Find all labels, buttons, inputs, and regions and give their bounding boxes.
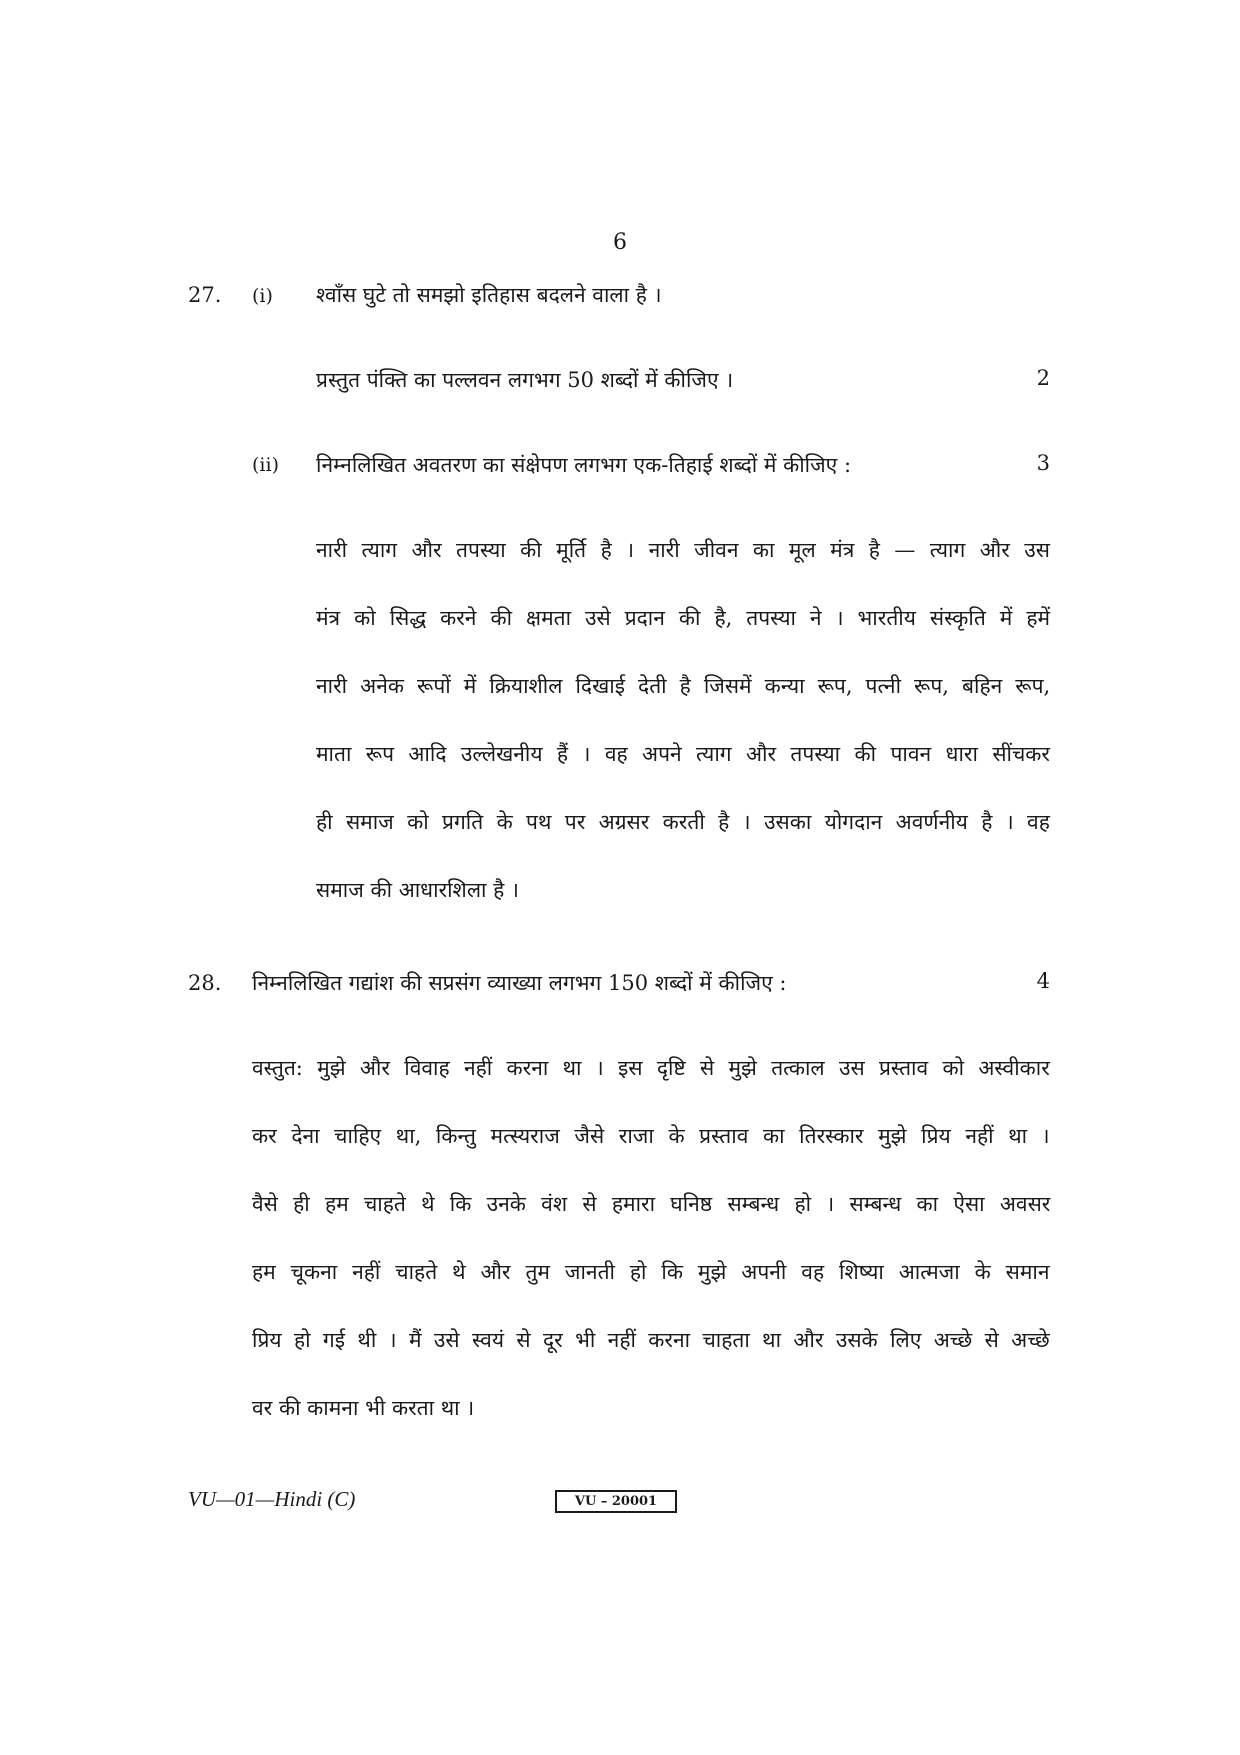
q28-passage-line: वस्तुत: मुझे और विवाह नहीं करना था । इस दृष्टि से मुझे तत्काल उस प्रस्ताव को अस्वीकार [252,1056,1050,1080]
q27-part-ii-instruction: निम्नलिखित अवतरण का संक्षेपण लगभग एक-तिहाई शब्दों में कीजिए : [316,453,852,477]
q28-passage-line: वैसे ही हम चाहते थे कि उनके वंश से हमारा घनिष्ठ सम्बन्ध हो । सम्बन्ध का ऐसा अवसर [252,1192,1051,1216]
q27-part-i-instruction: प्रस्तुत पंक्ति का पल्लवन लगभग 50 शब्दों में कीजिए । [316,368,734,392]
q27-passage-line: नारी त्याग और तपस्या की मूर्ति है । नारी जीवन का मूल मंत्र है — त्याग और उस [316,538,1050,562]
q27-passage-line: नारी अनेक रूपों में क्रियाशील दिखाई देती है जिसमें कन्या रूप, पत्नी रूप, बहिन रूप, [316,674,1051,698]
series-code-box: VU – 20001 [555,1490,677,1513]
question-28-number: 28. [188,971,222,995]
q27-part-i-line: श्वाँस घुटे तो समझो इतिहास बदलने वाला है । [316,283,662,307]
q28-passage [252,1034,1050,1442]
q27-part-ii-marks: 3 [1036,451,1050,475]
q27-part-ii-label: (ii) [252,454,279,476]
q28-passage-line: कर देना चाहिए था, किन्तु मत्स्यराज जैसे राजा के प्रस्ताव का तिरस्कार मुझे प्रिय नहीं था । [252,1124,1050,1148]
q28-instruction: निम्नलिखित गद्यांश की सप्रसंग व्याख्या लगभग 150 शब्दों में कीजिए : [252,971,787,995]
q27-passage-line: माता रूप आदि उल्लेखनीय हैं । वह अपने त्याग और तपस्या की पावन धारा सींचकर [316,742,1051,766]
q27-passage-line: ही समाज को प्रगति के पथ पर अग्रसर करती है । उसका योगदान अवर्णनीय है । वह [316,810,1050,834]
q28-passage-line: प्रिय हो गई थी । मैं उसे स्वयं से दूर भी नहीं करना चाहता था और उसके लिए अच्छे से अच्छे [252,1328,1050,1352]
paper-code: VU—01—Hindi (C) [188,1487,356,1511]
question-27-number: 27. [188,283,222,307]
q27-passage-line: समाज की आधारशिला है । [316,878,519,902]
page-number: 6 [613,230,627,255]
q27-passage [316,516,1050,924]
q28-marks: 4 [1036,969,1050,993]
q27-part-i-label: (i) [252,285,273,307]
q27-part-i-marks: 2 [1036,366,1050,390]
q28-passage-line: हम चूकना नहीं चाहते थे और तुम जानती हो कि मुझे अपनी वह शिष्या आत्मजा के समान [252,1260,1050,1284]
q28-passage-line: वर की कामना भी करता था । [252,1396,475,1420]
q27-passage-line: मंत्र को सिद्ध करने की क्षमता उसे प्रदान की है, तपस्या ने । भारतीय संस्कृति में हमें [316,606,1051,630]
